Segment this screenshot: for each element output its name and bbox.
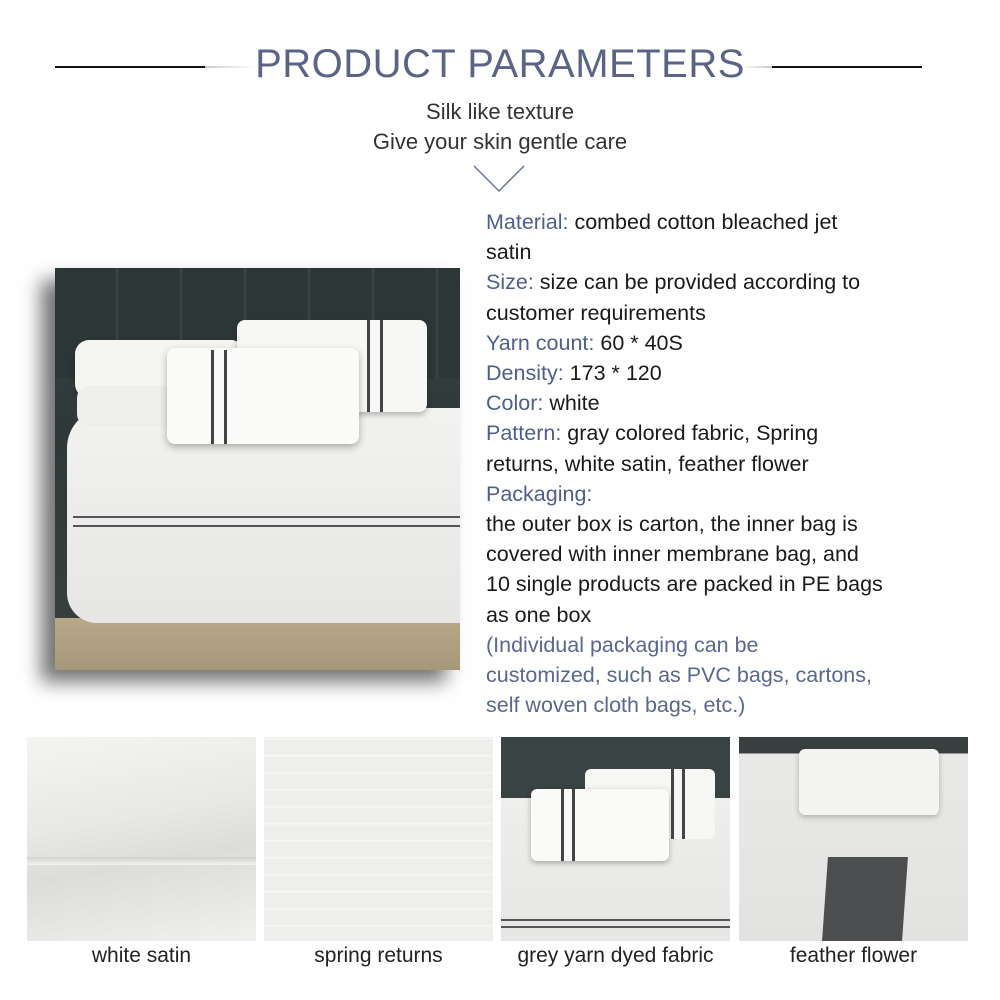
spec-density [486,358,986,388]
spec-label: Yarn count: [486,330,595,355]
spec-packaging-label: Packaging: [486,481,593,506]
grey-runner [822,857,908,941]
main-product-photo [55,268,460,670]
pillow-front-stripe [211,350,227,444]
gallery-caption: white satin [91,944,192,967]
spec-yarn-count [486,328,986,358]
spec-size [486,267,986,297]
spec-pattern [486,418,986,448]
spec-packaging-line: as one box [486,602,592,627]
stripe [501,919,730,928]
spec-packaging-line: 10 single products are packed in PE bags [486,572,883,597]
sheet-stripe [73,516,460,527]
spec-packaging-line: the outer box is carton, the inner bag is [486,512,858,537]
pillow-front [167,348,359,444]
spec-value: satin [486,240,532,265]
spec-value: 60 * 40S [600,330,683,355]
spec-value: gray colored fabric, Spring [567,421,819,446]
spec-value: combed cotton bleached jet [574,210,838,234]
spec-label: Size: [486,270,534,295]
fold-shadow [27,857,256,865]
gallery-photo-white-satin [27,737,256,941]
chevron-down-icon [473,165,525,193]
spec-packaging-note: self woven cloth bags, etc.) [486,693,746,718]
spec-value: 173 * 120 [569,361,662,386]
pillow [799,749,939,815]
spec-value: customer requirements [486,300,706,325]
gallery-photo-feather-flower [739,737,968,941]
gallery-caption: spring returns [314,944,443,967]
spec-packaging-line: covered with inner membrane bag, and [486,542,859,567]
stripe [561,789,575,861]
spec-label: Pattern: [486,421,562,446]
page-title: PRODUCT PARAMETERS [255,42,745,86]
spec-packaging-note: customized, such as PVC bags, cartons, [486,663,872,688]
gallery-photo-grey-yarn-dyed [501,737,730,941]
spec-color [486,388,986,418]
spec-material [486,207,986,237]
spec-label: Color: [486,391,544,416]
spec-label: Density: [486,361,564,386]
gallery-photo-spring-returns [264,737,493,941]
stripe [671,769,685,839]
gallery-caption: feather flower [789,944,918,967]
spec-value: returns, white satin, feather flower [486,451,809,476]
pillow-back-right-stripe [367,320,383,412]
spec-label: Material: [486,210,569,234]
bed-base [55,618,460,670]
subtitle-line-2: Give your skin gentle care [372,129,628,154]
spec-value: size can be provided according to [539,270,861,295]
spec-list [486,207,986,720]
pillow [531,789,669,861]
subtitle-line-1: Silk like texture [426,99,574,124]
spec-packaging-note: (Individual packaging can be [486,632,759,657]
gallery-caption: grey yarn dyed fabric [517,944,714,967]
spec-value: white [549,391,600,416]
